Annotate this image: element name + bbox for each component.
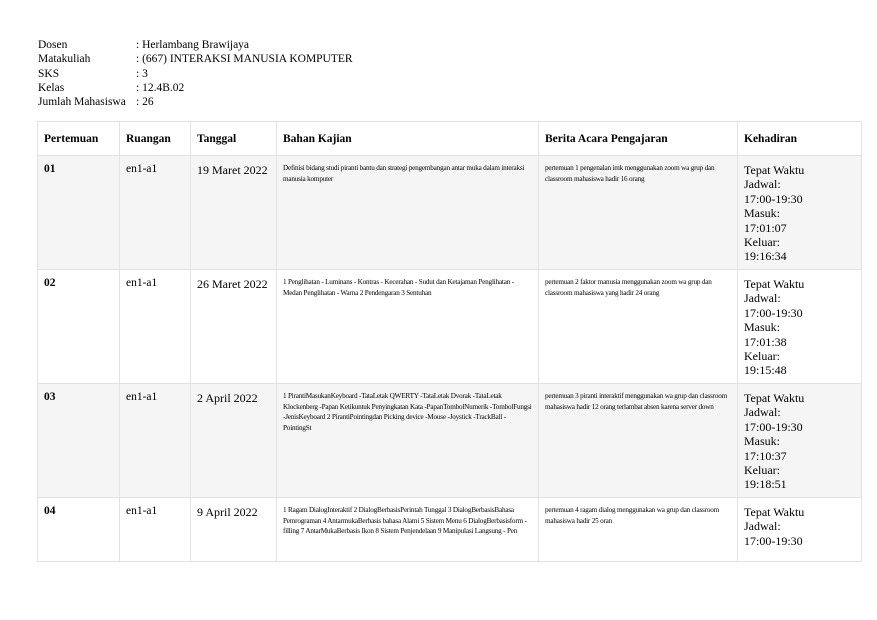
- cell-tanggal: 19 Maret 2022: [191, 156, 277, 270]
- cell-tanggal: 26 Maret 2022: [191, 270, 277, 384]
- cell-bahan-kajian: 1 Ragam DialogInteraktif 2 DialogBerbasisPerintah Tunggal 3 DialogBerbasisBahasa Pemrograman 4 AntarmukaBerbasis bahasa Alami 5 Sistem Menu 6 DialogBerbasisform - filling 7 AntarMukaBerbasis Ikon 8 Sistem Penjendelaan 9 Manipulasi Langsung - Pen: [277, 498, 539, 562]
- kehadiran-masuk-value: 17:10:37: [744, 448, 787, 463]
- table-row: [38, 498, 862, 562]
- kehadiran-masuk-value: 17:01:38: [744, 334, 787, 349]
- kehadiran-keluar-value: 19:16:34: [744, 249, 787, 264]
- table-header-row: [38, 122, 862, 156]
- header-tanggal: Tanggal: [191, 122, 277, 156]
- info-row-sks: [38, 67, 353, 81]
- kehadiran-jadwal-value: 17:00-19:30: [744, 533, 803, 548]
- cell-kehadiran: [738, 498, 862, 562]
- kehadiran-jadwal-value: 17:00-19:30: [744, 419, 803, 434]
- info-value: : 26: [136, 96, 154, 109]
- header-pertemuan: Pertemuan: [38, 122, 120, 156]
- kehadiran-status: Tepat Waktu: [744, 505, 805, 519]
- info-label: Matakuliah: [38, 53, 91, 66]
- table-row: [38, 270, 862, 384]
- cell-tanggal: 9 April 2022: [191, 498, 277, 562]
- kehadiran-jadwal-label: Jadwal:: [744, 405, 781, 420]
- cell-ruangan: en1-a1: [120, 156, 191, 270]
- cell-ruangan: en1-a1: [120, 384, 191, 498]
- cell-pertemuan: 04: [38, 498, 120, 562]
- kehadiran-masuk-label: Masuk:: [744, 206, 780, 221]
- info-row-matakuliah: [38, 52, 353, 66]
- kehadiran-status: Tepat Waktu: [744, 277, 805, 291]
- cell-berita-acara: pertemuan 4 ragam dialog menggunakan wa grup dan classroom mahasiswa hadir 25 oran: [539, 498, 738, 562]
- kehadiran-keluar-value: 19:15:48: [744, 363, 787, 378]
- info-value: : 12.4B.02: [136, 81, 185, 94]
- cell-bahan-kajian: 1 Penglihatan - Luminans - Kontras - Kecerahan - Sudut dan Ketajaman Penglihatan - Medan Penglihatan - Warna 2 Pendengaran 3 Sentuhan: [277, 270, 539, 384]
- info-value: : Herlambang Brawijaya: [136, 39, 250, 51]
- info-value: : 3: [136, 67, 148, 80]
- info-label: SKS: [38, 67, 60, 80]
- kehadiran-masuk-label: Masuk:: [744, 320, 780, 335]
- kehadiran-jadwal-label: Jadwal:: [744, 291, 781, 306]
- cell-ruangan: en1-a1: [120, 498, 191, 562]
- cell-kehadiran: [738, 156, 862, 270]
- cell-pertemuan: 01: [38, 156, 120, 270]
- kehadiran-keluar-label: Keluar:: [744, 463, 780, 478]
- cell-berita-acara: pertemuan 1 pengenalan imk menggunakan zoom wa grup dan classroom mahasiswa hadir 16 orang: [539, 156, 738, 270]
- kehadiran-masuk-label: Masuk:: [744, 434, 780, 449]
- cell-bahan-kajian: Definisi bidang studi piranti bantu dan strategi pengembangan antar muka dalam interaksi manusia komputer: [277, 156, 539, 270]
- table-row: [38, 384, 862, 498]
- info-value: : (667) INTERAKSI MANUSIA KOMPUTER: [136, 53, 353, 66]
- kehadiran-keluar-label: Keluar:: [744, 349, 780, 364]
- kehadiran-status: Tepat Waktu: [744, 391, 805, 405]
- cell-tanggal: 2 April 2022: [191, 384, 277, 498]
- cell-pertemuan: 03: [38, 384, 120, 498]
- kehadiran-jadwal-label: Jadwal:: [744, 177, 781, 192]
- kehadiran-status: Tepat Waktu: [744, 163, 805, 177]
- header-bahan-kajian: Bahan Kajian: [277, 122, 539, 156]
- info-row-dosen: [38, 38, 353, 52]
- table-row: [38, 156, 862, 270]
- kehadiran-jadwal-value: 17:00-19:30: [744, 191, 803, 206]
- kehadiran-keluar-value: 19:18:51: [744, 477, 787, 492]
- kehadiran-masuk-value: 17:01:07: [744, 220, 787, 235]
- header-berita-acara: Berita Acara Pengajaran: [539, 122, 738, 156]
- kehadiran-jadwal-label: Jadwal:: [744, 519, 781, 534]
- cell-berita-acara: pertemuan 3 piranti interaktif menggunakan wa grup dan classroom mahasiswa hadir 12 orang terlambat absen karena server down: [539, 384, 738, 498]
- cell-kehadiran: [738, 270, 862, 384]
- cell-bahan-kajian: 1 PirantiMasukanKeyboard -TataLetak QWERTY -TataLetak Dvorak -TataLetak Klockenberg -Papan Ketikuntuk Penyingkatan Kata -PapanTombolNumerik -TombolFungsi -JenisKeyboard 2 PirantiPointingdan Picking device -Mouse -Joystick -TrackBall -PointingSt: [277, 384, 539, 498]
- info-row-kelas: [38, 81, 353, 95]
- kehadiran-jadwal-value: 17:00-19:30: [744, 305, 803, 320]
- cell-kehadiran: [738, 384, 862, 498]
- cell-pertemuan: 02: [38, 270, 120, 384]
- attendance-table: [37, 121, 862, 562]
- course-info: [38, 38, 353, 109]
- info-label: Dosen: [38, 39, 68, 51]
- header-kehadiran: Kehadiran: [738, 122, 862, 156]
- header-ruangan: Ruangan: [120, 122, 191, 156]
- info-label: Jumlah Mahasiswa: [38, 96, 126, 109]
- cell-berita-acara: pertemuan 2 faktor manusia menggunakan zoom wa grup dan classroom mahasiswa yang hadir 24 orang: [539, 270, 738, 384]
- kehadiran-keluar-label: Keluar:: [744, 235, 780, 250]
- info-row-jumlah-mahasiswa: [38, 95, 353, 109]
- info-label: Kelas: [38, 81, 65, 94]
- cell-ruangan: en1-a1: [120, 270, 191, 384]
